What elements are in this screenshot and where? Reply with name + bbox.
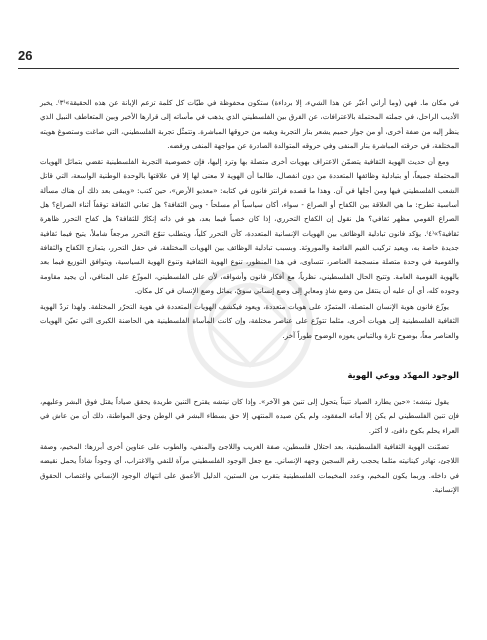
header-rule [18,68,459,69]
page-number: 26 [18,48,33,63]
paragraph-2: ومع أن حديث الهوية الثقافية يتضمّن الاعتراف بهويات أخرى متصلة بها وترد إليها، فإن خصوصية التجربة الفلسطينية تقضي بتماثل الهويات المحتملة جميعاً، أو بتبادلية وظائفها المتعددة من دون انفصال، طالما أن الهوية لا معنى لها إلا في علاقتها بالوحدة الوطنية الواسعة، التي قاتل الشعب الفلسطيني فيها ومن أجلها في آن. وهذا ما قصده فرانتز فانون في كتابه: «معذبو الأرض»، حين كتب: «ويبقى بعد ذلك أن هناك مسألة أساسية تطرح: ما هي العلاقة بين الكفاح أو الصراع - سواء، أكان سياسياً أم مسلحاً - وبين الثقافة؟ هل تعاني الثقافة توقفاً أثناء الصراع؟ هل الصراع القومي مظهر ثقافي؟ هل نقول إن الكفاح التحرري، إذا كان خصباً فيما بعد، هو في ذاته إنكارٌ للثقافة؟ هل كفاح التحرر ظاهرة ثقافية؟»⁽٤⁾. يؤكد فانون تبادلية الوظائف بين الهويات الإنسانية المتعددة، كأن التحرر كلياً، ويتطلب تنوّع التحرر مرجعاً شاملاً، يتيح فيما ثقافية جديدة خاصة به، ويعيد تركيب القيم القائمة والموروثة. وبسبب تبادلية الوظائف بين الهويات المختلفة، في حقل التحرر، يتمازج الكفاح والثقافة والقومية في وحدة متصلة منسجمة العناصر، تتساوى، في هذا المنظور، تنوع الهوية الثقافية وتنوع الهوية السياسية، ويتوافق التوزيع فيما بعد بالهوية القومية العامة. وتتيح الحال الفلسطيني، نظرياً، مع أفكار فانون وأشواقه، لأن على الفلسطيني، الموزّع على المنافي، أن يجيد مقاومة وجوده كله، أي أن عليه أن ينتقل من وضع شاذٍ ومعايرٍ إلى وضع إنساني سويّ، يماثل وضع الإنسان في كل مكان. [40,157,459,295]
section-heading: الوجود المهدّد ووعي الهوية [347,370,459,381]
paragraph-4: يقول نيتشه: «حين يطارد الصياد تنيناً يتحول إلى تنين هو الآخر». وإذا كان نيتشه يقترح التنين طريدة يحقق صياداً يقتل فوق البشر وعليهم، فإن تنين الفلسطيني لم يكن إلا أمانه المفقود، ولم يكن صيده المنتهي إلا حق بسطاء البشر في الوطن وحق المواطنة، ذلك أن من عاش في العراء يحلم بكوخ دافئ، لا أكثر. [40,397,459,435]
paragraph-1: في مكان ما. فهي (وما أراني أعبّر عن هذا الشيء، إلا برداءة) ستكون محفوظة في طيّات كل كلمة تزعم الإبانة عن هذه الحقيقة»⁽٣⁾. يخبر الأديب الراحل، في جملته المحتملة بالاعترافات، عن الفرق بين الفلسطيني الذي يذهب في مأساته إلى قرارها الأخير وبين المتعاطف النبيل الذي ينظر إليه من ضفة أخرى، أو من جوار حميم يشعر بنار التجربة ويقيه من حروقها المباشرة. وتتمثّل تجربة الفلسطيني، التي صاغت وستصوغ هويته المختلفة، في حرقته المباشرة بنار المنفى وفي حروقه المتوالدة الصادرة عن مواجهة المنفى ورفضه. [40,98,459,150]
page-content [40,96,459,632]
paragraph-5: تضمّنت الهوية الثقافية الفلسطينية، بعد احتلال فلسطين، صفة الغريب واللاجئ والمنفي، والطوب على عناوين أخرى أبرزها: المخيم، وصفة اللاجئ، تهادر كينانيته مثلما يحجب رقم السجين وجهه الإنساني. مع جعل الوجود الفلسطيني مرآة للنفي والاغتراب، أي وجوداً شاذاً يحمل نقيضه في داخله. وربما يكون المخيم، وعدد المخيمات الفلسطينية بتقرب من الستين، الدليل الأعمق على انتهاك الوجود الإنساني واغتصاب الحقوق الإنسانية. [40,441,459,494]
paragraph-3: يوزّع فانون هوية الإنسان المتصلة، المتمرّد على هويات متعددة، ويعود فيكشف الهويات المتعددة في هوية التحرّر المختلفة. ولهذا تردّ الهوية الثقافية الفلسطينية إلى هويات أخرى، مثلما تتوزّع على عناصر مختلفة، وإن كانت المأساة الفلسطينية هي الحاضنة الكبرى التي تعيّن الهويات والعناصر معاً، بوضوح تارة وبالتباس يعوزه الوضوح طوراً آخر. [40,302,459,340]
